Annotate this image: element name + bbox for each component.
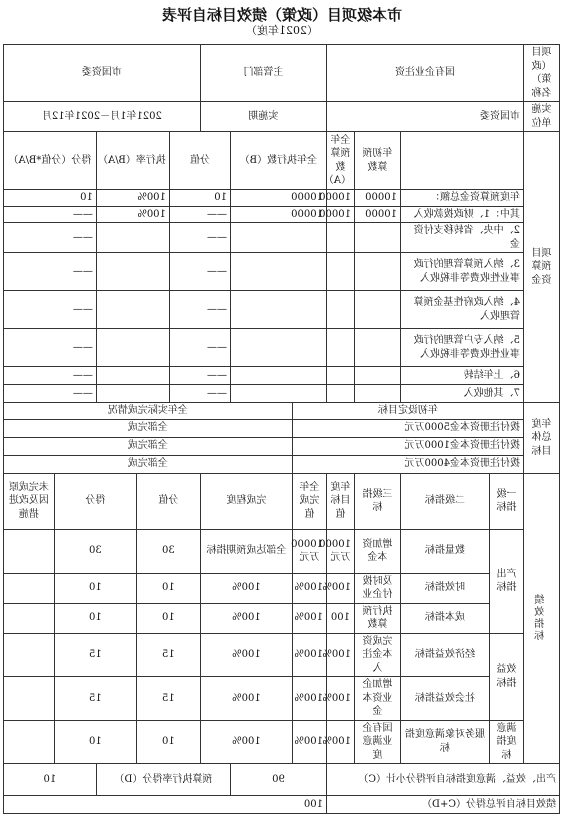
impl-info-row (3, 102, 559, 132)
goal-row (3, 419, 559, 437)
subtotal-row (3, 764, 559, 796)
ind-col-degree: 完成程度 (200, 473, 292, 529)
budget-row-exec (230, 367, 326, 385)
budget-row-score: —— (169, 253, 230, 291)
budget-row (3, 329, 559, 367)
goal-actual: 全部完成 (3, 455, 292, 473)
total-label: 绩效目标自评总得分（C+D） (326, 796, 559, 814)
budget-row-label: 4、纳入政府性基金预算管理收入 (401, 291, 524, 329)
indicator-l2: 数量指标 (401, 529, 490, 573)
indicator-degree: 100% (200, 633, 292, 677)
indicator-reason (3, 603, 54, 633)
project-name-label: 项目（政策）名称 (524, 45, 560, 102)
indicator-row (3, 633, 559, 677)
budget-section-label: 项目预算资金 (524, 132, 560, 403)
goal-row (3, 455, 559, 473)
budget-row-score: —— (169, 385, 230, 403)
budget-row (3, 385, 559, 403)
subtotal-value: 90 (230, 764, 326, 796)
budget-row-full (326, 385, 354, 403)
budget-row-initial (355, 223, 401, 253)
budget-row-full: 10000 (326, 206, 354, 223)
indicator-score: 10 (136, 573, 200, 603)
indicator-target: 10000万元 (326, 529, 354, 573)
indicator-done: 100% (292, 677, 326, 721)
budget-row-label: 2、中央、省转移支付资金 (401, 223, 524, 253)
ind-col-score: 分值 (136, 473, 200, 529)
impl-unit-value: 市国资委 (326, 102, 523, 132)
indicator-degree: 100% (200, 573, 292, 603)
indicator-result: 15 (54, 677, 136, 721)
project-name: 国有企业注资 (326, 45, 523, 102)
budget-row-initial (355, 253, 401, 291)
budget-row-initial: 10000 (355, 206, 401, 223)
indicator-done: 100% (292, 633, 326, 677)
indicator-score: 15 (136, 633, 200, 677)
budget-row-rate (96, 329, 169, 367)
budget-row-result: —— (3, 367, 96, 385)
budget-row-exec: 10000 (230, 206, 326, 223)
goal-target: 拨付注册资本金5000万元 (292, 419, 523, 437)
annual-goals-label: 年度总体目标 (524, 403, 560, 474)
indicator-result: 10 (54, 573, 136, 603)
budget-row-full: 10000 (326, 190, 354, 207)
budget-row (3, 190, 559, 207)
budget-col-initial: 年初预算数 (355, 132, 401, 190)
indicator-target: 100% (326, 677, 354, 721)
impl-unit-label: 实施单位 (524, 102, 560, 132)
ind-col-l1: 一级指标 (490, 473, 524, 529)
ind-col-target: 年度目标值 (326, 473, 354, 529)
indicator-reason (3, 529, 54, 573)
goals-col-actual: 全年实际完成情况 (3, 403, 292, 420)
indicator-target: 100% (326, 573, 354, 603)
budget-row-label: 年度预算资金总额： (401, 190, 524, 207)
budget-row-initial (355, 291, 401, 329)
budget-row (3, 206, 559, 223)
goal-target: 拨付注册资本金1000万元 (292, 437, 523, 455)
budget-row-exec (230, 253, 326, 291)
ind-col-reason: 未完成原因及改进措施 (3, 473, 54, 529)
budget-col-full: 全年预算数（A） (326, 132, 354, 190)
budget-row-full (326, 367, 354, 385)
goals-col-target: 年初设定目标 (292, 403, 523, 420)
form-subtitle: （2021年度） (246, 24, 318, 37)
budget-row-exec: 10000 (230, 190, 326, 207)
budget-row-result: —— (3, 385, 96, 403)
period-value: 2021年1月－2021年12月 (3, 102, 200, 132)
budget-row-result: 10 (3, 190, 96, 207)
budget-col-result: 得分（分值*B/A） (3, 132, 96, 190)
evaluation-table (3, 44, 560, 814)
budget-row-result: —— (3, 329, 96, 367)
budget-row-initial (355, 329, 401, 367)
budget-row-rate (96, 367, 169, 385)
budget-col-exec: 全年执行数（B） (230, 132, 326, 190)
indicator-degree: 100% (200, 720, 292, 764)
indicator-done: 100% (292, 720, 326, 764)
indicator-result: 30 (54, 529, 136, 573)
indicator-row (3, 677, 559, 721)
budget-row-score: —— (169, 367, 230, 385)
total-row (3, 796, 559, 814)
budget-row-rate: 100% (96, 206, 169, 223)
indicator-l2: 服务对象满意度指标 (401, 720, 490, 764)
indicator-target: 100% (326, 633, 354, 677)
indicator-header-row (3, 473, 559, 529)
indicator-row (3, 573, 559, 603)
budget-row-rate: 100% (96, 190, 169, 207)
indicator-l3: 增加资本金 (355, 529, 401, 573)
budget-row-full (326, 253, 354, 291)
indicator-l1: 效益指标 (490, 633, 524, 720)
indicator-degree: 100% (200, 603, 292, 633)
indicator-done: 100% (292, 573, 326, 603)
budget-row-label: 其中：1、财政拨款收入 (401, 206, 524, 223)
indicator-reason (3, 573, 54, 603)
indicator-score: 10 (136, 603, 200, 633)
budget-row-exec (230, 385, 326, 403)
indicator-reason (3, 677, 54, 721)
indicator-row (3, 720, 559, 764)
indicator-score: 15 (136, 677, 200, 721)
budget-row (3, 291, 559, 329)
budget-row-rate (96, 385, 169, 403)
budget-row-score: —— (169, 329, 230, 367)
period-label: 实施期 (200, 102, 326, 132)
indicator-l3: 执行预算数 (355, 603, 401, 633)
budget-exec-value: 10 (3, 764, 96, 796)
indicator-done: 10000万元 (292, 529, 326, 573)
indicator-l2: 时效指标 (401, 573, 490, 603)
indicator-result: 10 (54, 603, 136, 633)
budget-col-score: 分值 (169, 132, 230, 190)
budget-row-full (326, 329, 354, 367)
indicator-l2: 成本指标 (401, 603, 490, 633)
budget-row-initial (355, 385, 401, 403)
budget-row-score: —— (169, 206, 230, 223)
total-value: 100 (3, 796, 326, 814)
budget-row-label: 5、纳入专户管理的行政事业性收费等非税收入 (401, 329, 524, 367)
dept-label: 主管部门 (200, 45, 326, 102)
budget-row-exec (230, 329, 326, 367)
budget-row-initial (355, 367, 401, 385)
indicator-reason (3, 633, 54, 677)
budget-row-rate (96, 253, 169, 291)
indicator-row (3, 529, 559, 573)
budget-row-label: 3、纳入预算管理的行政事业性收费等非税收入 (401, 253, 524, 291)
budget-row-result: —— (3, 291, 96, 329)
indicator-target: 100% (326, 720, 354, 764)
indicator-l3: 增加企业资本金 (355, 677, 401, 721)
indicator-l3: 完成资本金注入 (355, 633, 401, 677)
budget-row-exec (230, 291, 326, 329)
budget-row-full (326, 291, 354, 329)
indicator-degree: 全部达成预期指标 (200, 529, 292, 573)
ind-col-result: 得分 (54, 473, 136, 529)
goal-row (3, 437, 559, 455)
indicator-score: 30 (136, 529, 200, 573)
budget-row-initial: 10000 (355, 190, 401, 207)
indicators-section-label: 绩效指标 (524, 473, 560, 764)
budget-col-rate: 执行率（B/A） (96, 132, 169, 190)
indicator-target: 100 (326, 603, 354, 633)
indicator-result: 10 (54, 720, 136, 764)
budget-row-rate (96, 223, 169, 253)
goals-header-row (3, 403, 559, 420)
budget-row-score: 10 (169, 190, 230, 207)
indicator-result: 15 (54, 633, 136, 677)
ind-col-l3: 三级指标 (355, 473, 401, 529)
goal-actual: 全部完成 (3, 419, 292, 437)
budget-header-row (3, 132, 559, 190)
indicator-l2: 经济效益指标 (401, 633, 490, 677)
budget-row-result: —— (3, 206, 96, 223)
budget-row-exec (230, 223, 326, 253)
budget-row (3, 223, 559, 253)
indicator-score: 10 (136, 720, 200, 764)
ind-col-l2: 二级指标 (401, 473, 490, 529)
budget-row-label: 6、上年结转 (401, 367, 524, 385)
budget-row-score: —— (169, 223, 230, 253)
indicator-l3: 国有企业满意度 (355, 720, 401, 764)
budget-row (3, 367, 559, 385)
budget-row-full (326, 223, 354, 253)
project-info-row (3, 45, 559, 102)
indicator-l1: 满意度指标 (490, 720, 524, 764)
budget-row-label: 7、其他收入 (401, 385, 524, 403)
indicator-reason (3, 720, 54, 764)
budget-exec-label: 预算执行率得分（D） (96, 764, 230, 796)
goal-actual: 全部完成 (3, 437, 292, 455)
dept-value: 市国资委 (3, 45, 200, 102)
indicator-row (3, 603, 559, 633)
indicator-degree: 100% (200, 677, 292, 721)
form-title: 市本级项目（政策）绩效目标自评表 (162, 6, 403, 24)
budget-row-result: —— (3, 223, 96, 253)
ind-col-done: 全年完成值 (292, 473, 326, 529)
budget-row-result: —— (3, 253, 96, 291)
indicator-l2: 社会效益指标 (401, 677, 490, 721)
subtotal-label: 产出、效益、满意度指标自评得分小计（C） (326, 764, 559, 796)
budget-row (3, 253, 559, 291)
indicator-done: 100% (292, 603, 326, 633)
goal-target: 拨付注册资本金4000万元 (292, 455, 523, 473)
budget-row-rate (96, 291, 169, 329)
indicator-l1: 产出指标 (490, 529, 524, 633)
indicator-l3: 及时拨付企业 (355, 573, 401, 603)
budget-row-score: —— (169, 291, 230, 329)
